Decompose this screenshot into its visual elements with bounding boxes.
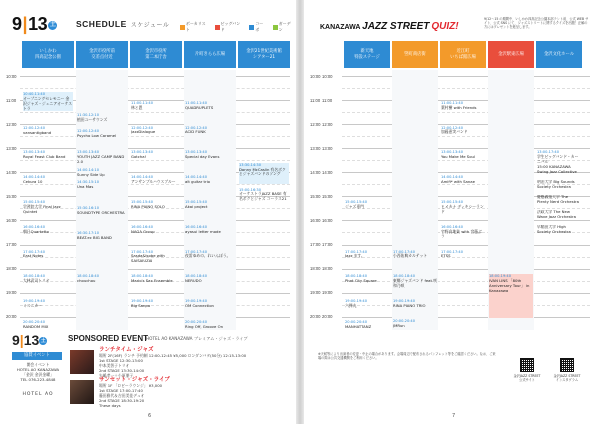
- legend-swatch: [215, 25, 220, 30]
- entry-artist: JazzDialogue: [131, 129, 156, 135]
- entry-time: 15:00-15:40: [345, 200, 368, 204]
- schedule-entry[interactable]: [185, 299, 235, 313]
- sponsored-section: [4, 332, 294, 412]
- venue-header: 金沢文化ホール: [536, 41, 582, 68]
- schedule-title-jp: スケジュール: [130, 23, 170, 29]
- entry-time: 19:00-19:40: [185, 299, 208, 304]
- schedule-entry[interactable]: [441, 225, 485, 241]
- entry-artist: MANHATTANZ: [345, 324, 372, 330]
- entry-time: 19:00-19:40: [23, 299, 46, 304]
- entry-artist: BEAT.ec BIG BAND: [77, 234, 112, 240]
- schedule-entry[interactable]: [441, 150, 485, 164]
- schedule-entry[interactable]: [77, 231, 127, 247]
- sponsored-event-sunset: [99, 378, 289, 408]
- entry-time: 15:00-15:40: [23, 200, 46, 204]
- sponsored-date: 9|13土: [12, 332, 46, 348]
- schedule-entry[interactable]: [23, 150, 73, 166]
- entry-time: 18:00-18:40: [131, 274, 154, 279]
- page-spine: [296, 0, 304, 424]
- time-label: 10:00: [6, 73, 17, 79]
- schedule-entry[interactable]: [185, 101, 235, 115]
- entry-time: 17:00-17:40: [441, 249, 464, 254]
- left-page: [4, 10, 294, 415]
- legend-item: [180, 21, 209, 33]
- entry-time: 14:00-14:40: [441, 175, 464, 180]
- schedule-entry[interactable]: [23, 225, 73, 239]
- sponsored-event-line: 2nd STAGE 18:30-19:20: [99, 398, 145, 403]
- entry-time: 12:00-12:40: [441, 125, 464, 130]
- time-label: 17:00: [322, 242, 333, 248]
- schedule-entry[interactable]: [131, 250, 181, 266]
- sunset-photo: [70, 380, 94, 404]
- entry-artist: SOUNDTYPE ORCHESTRA: [77, 209, 125, 215]
- time-label: 15:00: [322, 193, 333, 199]
- schedule-entry[interactable]: [441, 175, 485, 189]
- time-label: 10:00: [322, 73, 333, 79]
- legend-item: [273, 21, 294, 33]
- lunch-photo: [70, 350, 94, 374]
- schedule-entry[interactable]: [23, 92, 73, 110]
- entry-time: 17:00-17:40: [393, 249, 416, 254]
- entry-artist: 早稲田大学 High Society Orchestra: [537, 224, 571, 234]
- legend-swatch: [273, 25, 278, 30]
- time-label: 12:00: [310, 121, 321, 127]
- schedule-entry[interactable]: [131, 175, 181, 189]
- entry-artist: Amifi* with Sanae: [441, 178, 475, 184]
- time-label: 11:00: [6, 97, 17, 103]
- schedule-entry[interactable]: [393, 319, 437, 330]
- schedule-entry[interactable]: [23, 274, 73, 288]
- schedule-entry[interactable]: [441, 126, 485, 140]
- entry-artist: alt guitar trio: [185, 178, 210, 184]
- entry-artist: 葉村樹 with Friends: [441, 104, 477, 110]
- entry-artist: 学習院大学 Final Jazz Quintet: [23, 203, 61, 214]
- entry-time: 15:00-15:40: [441, 200, 464, 204]
- time-label: 20:00: [322, 314, 333, 320]
- time-label: 17:00: [6, 242, 17, 248]
- time-label: 19:00: [6, 290, 17, 296]
- entry-time: 13:00-13:40: [441, 150, 464, 155]
- sp-date-dow: 土: [40, 338, 46, 345]
- left-timetable: [4, 70, 294, 330]
- venue-column: [238, 70, 290, 330]
- entry-time: 15:00-15:40: [185, 200, 208, 204]
- logo-jazz-street: JAZZ STREET: [362, 21, 430, 32]
- sponsored-event-line: 1st STAGE 12:30-13:00: [99, 358, 143, 363]
- venue-column: [488, 70, 534, 330]
- entry-artist: You Make Me Soul: [441, 154, 475, 160]
- time-label: 20:00: [6, 314, 17, 320]
- entry-artist: Special day Evans: [185, 154, 220, 160]
- entry-time: 14:00-14:10: [77, 167, 100, 172]
- time-label: 17:00: [310, 242, 321, 248]
- schedule-entry[interactable]: [239, 163, 289, 184]
- time-label: 14:00: [6, 169, 17, 175]
- entry-time: 18:00-18:40: [23, 274, 46, 279]
- entry-artist: Cekura 10: [23, 178, 43, 184]
- schedule-entry[interactable]: [393, 299, 437, 313]
- time-label: 14:00: [310, 169, 321, 175]
- entry-time: 14:30-15:10: [77, 180, 100, 185]
- sponsored-event-line: 場所 1F 「ロビーラウンジ」 ¥3,000: [99, 383, 163, 388]
- entry-artist: 宇野高地巣 with 宮藤ぶう: [441, 228, 482, 239]
- schedule-entry[interactable]: [185, 150, 235, 164]
- entry-artist: JMRun: [393, 322, 405, 328]
- time-label: 18:00: [322, 266, 333, 272]
- entry-time: 13:30-14:30: [239, 162, 262, 167]
- entry-time: 18:00-18:40: [393, 274, 416, 279]
- entry-artist: 東郷ジャズバンド feat.咲和乃唄: [393, 278, 437, 288]
- entry-artist: Big Sanpo: [131, 302, 151, 308]
- entry-artist: 法政大学 The New Wave Jazz Orchestra: [537, 209, 576, 219]
- entry-artist: Akai project: [185, 203, 208, 209]
- entry-time: 11:30-12:10: [77, 113, 100, 118]
- right-page: [304, 10, 594, 415]
- schedule-entry[interactable]: [77, 129, 127, 144]
- entry-artist: 学生ビッグバンド・カーニバル: [537, 154, 579, 164]
- entry-time: 16:00-16:40: [131, 224, 154, 229]
- entry-time: 11:00-11:40: [441, 100, 464, 105]
- entry-artist: Sunny Side Up: [77, 171, 105, 177]
- logo-quiz: QUIZ!: [431, 21, 459, 32]
- sponsored-event-line: 1st STAGE 17:00-17:40: [99, 388, 143, 393]
- entry-artist: RINA PIANO TRIO: [393, 302, 426, 308]
- venue-header: 金沢市役所 第二本庁舎: [130, 41, 182, 68]
- sponsored-event-line: 2nd STAGE 13:30-14:00: [99, 368, 145, 373]
- entry-time: 20:00-20:40: [345, 320, 368, 325]
- schedule-entry[interactable]: [185, 320, 235, 330]
- qr-label-instagram: 金沢JAZZ STREET インスタグラム: [553, 374, 581, 382]
- legend-swatch: [249, 25, 254, 30]
- legend-item: [249, 21, 266, 33]
- entry-time: 20:00-20:40: [393, 319, 416, 324]
- entry-time: 18:00-18:40: [185, 274, 208, 279]
- venue-column: [536, 70, 582, 330]
- legend-label: コーボ: [255, 21, 264, 32]
- time-label: 19:00: [322, 290, 333, 296]
- schedule-title-en: SCHEDULE: [76, 19, 127, 29]
- entry-artist: 六弾丸: [345, 302, 357, 308]
- venue-header: 竪町商店街: [392, 41, 438, 68]
- schedule-entry[interactable]: [23, 299, 73, 313]
- venue-header: 金沢市役所前 交差点付近: [76, 41, 128, 68]
- entry-time: 13:00-13:40: [131, 150, 154, 155]
- entry-artist: Mario's Sax Ensemble: [131, 278, 173, 284]
- schedule-entry[interactable]: [77, 206, 127, 222]
- entry-artist: 林と愚: [131, 104, 143, 110]
- sponsored-event-line: These days: [99, 403, 121, 408]
- time-label: 20:00: [310, 314, 321, 320]
- time-label: 14:00: [322, 169, 333, 175]
- schedule-entry[interactable]: [185, 250, 235, 266]
- schedule-entry[interactable]: [131, 126, 181, 140]
- schedule-entry[interactable]: [23, 126, 73, 140]
- entry-time: 16:00-16:40: [185, 224, 208, 229]
- entry-artist: 植田ユーサウンズ: [77, 116, 108, 122]
- entry-time: 11:00-11:40: [131, 100, 154, 105]
- entry-time: 14:00-14:40: [23, 175, 46, 180]
- time-label: 16:00: [310, 217, 321, 223]
- sponsored-event-name: ランチタイム・ジャズ: [99, 347, 154, 353]
- entry-time: 11:00-11:40: [185, 100, 208, 105]
- entry-artist: Donny McCaslin 有名ボクとジャズバンドのソング: [239, 166, 286, 177]
- entry-artist: ETSS: [441, 253, 451, 259]
- sponsored-event-line: 藤田雅代＆吉田美佳デュオ: [99, 393, 145, 398]
- schedule-entry[interactable]: [345, 250, 389, 264]
- entry-artist: ayasui letter mode: [185, 228, 221, 234]
- schedule-entry[interactable]: [185, 126, 235, 140]
- entry-time: 13:00-17:40: [537, 150, 560, 155]
- schedule-entry[interactable]: [489, 274, 533, 318]
- entry-artist: 加藤恵実バンド: [441, 129, 468, 135]
- schedule-entry[interactable]: [23, 200, 73, 216]
- entry-time: 19:00-19:40: [131, 299, 154, 304]
- time-label: 11:00: [322, 97, 333, 103]
- time-label: 16:00: [6, 217, 17, 223]
- entry-artist: Gotcha!: [131, 154, 147, 160]
- entry-time: 15:00-16:30: [239, 187, 262, 192]
- time-label: 12:00: [322, 121, 333, 127]
- entry-artist: 小西佑典カルテット: [393, 253, 428, 259]
- venue-header: 金沢駅東広場: [488, 41, 534, 68]
- schedule-entry[interactable]: [185, 200, 235, 214]
- entry-time: 19:00-19:40: [345, 299, 368, 304]
- date-heading: 9|13 土: [12, 14, 56, 34]
- schedule-entry[interactable]: [441, 200, 485, 216]
- entry-artist: 夜雷ゆめの、れいんぼう。: [185, 253, 231, 259]
- schedule-entry[interactable]: [23, 175, 73, 189]
- entry-artist: ジャズ専門: [345, 203, 364, 209]
- time-label: 16:00: [322, 217, 333, 223]
- entry-artist: chouchou: [77, 278, 96, 284]
- logo-kanazawa: KANAZAWA: [320, 24, 361, 31]
- sponsored-title: SPONSORED EVENT: [68, 334, 149, 343]
- time-label: 15:00: [310, 193, 321, 199]
- entry-time: 16:30-17:10: [77, 231, 100, 235]
- venue-header: 近江町 いちば館広場: [440, 41, 486, 68]
- left-header: [4, 10, 294, 40]
- date-month: 9: [12, 14, 22, 34]
- schedule-entry[interactable]: [441, 101, 485, 115]
- legend-item: [215, 21, 244, 33]
- entry-artist: YOUTH JAZZ CAMP BAND 2.0: [77, 154, 125, 164]
- time-label: 10:00: [310, 73, 321, 79]
- entry-artist: Psycho Low Caramel: [77, 133, 117, 139]
- page-number-right: 7: [452, 413, 456, 419]
- venue-header: 新天地 特設ステージ: [344, 41, 390, 68]
- entry-artist: Phat City Square: [345, 278, 377, 284]
- schedule-entry[interactable]: [77, 274, 127, 288]
- quiz-logo: [320, 21, 459, 32]
- time-label: 18:00: [6, 266, 17, 272]
- entry-time: 12:00-12:40: [131, 125, 154, 130]
- schedule-entry[interactable]: [345, 299, 389, 313]
- entry-artist: ACID FUNK: [185, 129, 206, 135]
- time-label: 19:00: [310, 290, 321, 296]
- entry-artist: Sasda&Isobe with SAISAIUZAI: [131, 253, 165, 264]
- schedule-entry[interactable]: [131, 225, 181, 239]
- right-header: [304, 10, 594, 40]
- entry-artist: 大林武司トリオ: [23, 278, 50, 284]
- entry-time: 17:00-17:40: [131, 249, 154, 254]
- right-timetable: [304, 70, 594, 330]
- entry-time: 10:40-11:40: [23, 92, 46, 97]
- schedule-entry[interactable]: [77, 180, 127, 194]
- venue-column: [344, 70, 390, 330]
- entry-time: 13:00-13:40: [185, 150, 208, 155]
- entry-artist: ミスニカー: [23, 302, 42, 308]
- sponsored-event-line: 場所 2F(16F) ランチ 予約制 12:00-12:45 ¥5,000 ロンダンバタ(50分) 12:15-13:00: [99, 353, 247, 358]
- venue-column: [392, 70, 438, 330]
- entry-artist: NAGA Group: [131, 228, 155, 234]
- entry-time: 12:00-12:40: [23, 126, 46, 131]
- time-label: 15:00: [6, 193, 17, 199]
- entry-time: 17:00-17:40: [23, 249, 46, 254]
- entry-time: 14:00-14:40: [131, 175, 154, 180]
- schedule-entry[interactable]: [393, 274, 437, 290]
- entry-time: 18:00-19:40: [489, 274, 512, 279]
- time-label: 13:00: [322, 145, 333, 151]
- schedule-entry[interactable]: [131, 200, 181, 214]
- entry-artist: IVAN LINS 「80th Anniversary Tour」 in Kanazawa: [489, 278, 530, 293]
- qr-code-instagram[interactable]: [560, 358, 574, 372]
- venue-column: [184, 70, 236, 330]
- entry-artist: オープニングセレモニー 金沢ジャズ・ジュニアオーケストラ: [23, 96, 73, 111]
- venue-header: 片町きらら広場: [184, 41, 236, 68]
- left-venue-headers: [22, 41, 290, 68]
- qr-label-website: 金沢JAZZ STREET 公式サイト: [513, 374, 541, 382]
- schedule-entry[interactable]: [185, 274, 235, 288]
- entry-time: 12:00-12:40: [77, 129, 100, 134]
- time-label: 12:00: [6, 121, 17, 127]
- entry-artist: Jazz ます。: [345, 253, 365, 259]
- schedule-entry[interactable]: [131, 101, 181, 115]
- entry-time: 12:00-12:40: [185, 125, 208, 130]
- entry-artist: OM Connection: [185, 302, 214, 308]
- sponsored-event-lunch: [99, 348, 289, 378]
- entry-artist: 15:00 KANAZAWA Swing Jazz Collective: [537, 165, 577, 175]
- entry-artist: Una Mas: [77, 183, 94, 189]
- venue-header: いしかわ 四高記念公園: [22, 41, 74, 68]
- schedule-entry[interactable]: [441, 250, 485, 264]
- entry-artist: 慶應義塾大学 The Plenty Nerd Orchestra: [537, 195, 579, 204]
- venue-header: 金沢21世紀美術館 シアター21: [238, 41, 290, 68]
- right-footer: [304, 352, 594, 392]
- schedule-entry[interactable]: [131, 299, 181, 313]
- right-venue-headers: [344, 41, 582, 68]
- schedule-entry[interactable]: [345, 200, 389, 214]
- schedule-entry[interactable]: [239, 188, 289, 212]
- page-number-left: 6: [148, 413, 152, 419]
- schedule-entry[interactable]: [185, 175, 235, 189]
- entry-time: 13:00-13:40: [77, 150, 100, 155]
- entry-time: 20:00-20:40: [185, 320, 208, 325]
- sponsored-event-line: 中本美智子トリオ: [99, 363, 130, 368]
- time-label: 13:00: [6, 145, 17, 151]
- entry-artist: QUADRUPLETS: [185, 104, 214, 110]
- entry-time: 19:00-19:40: [393, 299, 416, 304]
- legend-label: ガーデン: [278, 21, 291, 32]
- sponsored-event-line: 矢嶋孝一＋小原朋子: [99, 373, 134, 378]
- sp-date-month: 9: [12, 332, 20, 348]
- entry-time: 15:30-16:10: [77, 206, 100, 211]
- time-label: 18:00: [310, 266, 321, 272]
- legend: [180, 21, 294, 33]
- schedule-entry[interactable]: [23, 320, 73, 330]
- entry-artist: 明治大学 Big Sounds Society Orchestra: [537, 180, 575, 189]
- schedule-entry[interactable]: [131, 150, 181, 164]
- entry-time: 17:00-17:40: [345, 249, 368, 254]
- entry-time: 18:00-18:40: [345, 274, 368, 279]
- entry-artist: Ring Off, Groove On: [185, 324, 223, 330]
- schedule-entry[interactable]: [131, 274, 181, 290]
- sponsored-venue-info: 開会イベント HOTEL AO KANAZAWA 「金沢 金沢金曜」 TEL 076-223-4848: [16, 362, 60, 382]
- sponsored-event-name: サンセット・ジャズ・ライブ: [99, 377, 170, 383]
- venue-column: [130, 70, 182, 330]
- legend-swatch: [180, 25, 185, 30]
- entry-time: 17:00-17:40: [185, 249, 208, 254]
- entry-time: 13:00-13:40: [23, 150, 46, 155]
- sponsored-subtitle: HOTEL AO KANAZAWA プレミアム・ジャズ・ライブ: [146, 336, 248, 341]
- legend-label: ビッグバンド: [220, 21, 241, 32]
- entry-artist: オーケストラJAZZ BASE 有名ボクとジャズ コーラス21: [239, 191, 287, 202]
- schedule-entry[interactable]: [77, 113, 127, 128]
- date-day: 13: [28, 14, 48, 34]
- venue-column: [76, 70, 128, 330]
- quiz-description: 9/12〜15 の期間中、いしかわ四高記念公園本部テント前、公式 WEB サイト、公式 SNS にて、ジャズストリートに関するクイズを出題！正解の方にはプレゼントを進呈します。: [484, 17, 589, 30]
- entry-artist: NERUDO: [185, 278, 202, 284]
- schedule-entry[interactable]: [77, 150, 127, 166]
- entry-artist: RANDOM MIX: [23, 324, 49, 330]
- venue-column: [440, 70, 486, 330]
- legend-label: ボーカリスト: [185, 21, 206, 32]
- schedule-entry[interactable]: [345, 274, 389, 288]
- entry-time: 16:00-16:40: [23, 224, 46, 229]
- entry-artist: East Notes: [23, 253, 44, 259]
- entry-time: 14:00-14:40: [185, 175, 208, 180]
- qr-code-website[interactable]: [520, 358, 534, 372]
- time-label: 11:00: [310, 97, 321, 103]
- sponsored-pill: 協賛イベント: [12, 352, 62, 360]
- sp-date-day: 13: [23, 332, 40, 348]
- date-dow: 土: [49, 21, 56, 28]
- schedule-title: [76, 19, 169, 29]
- schedule-entry[interactable]: [345, 320, 389, 330]
- entry-time: 16:00-16:40: [441, 224, 464, 229]
- entry-artist: Royal Feast Club Band: [23, 154, 66, 160]
- entry-artist: RINA PIANO SOLO: [131, 203, 165, 209]
- schedule-entry[interactable]: [537, 225, 581, 241]
- hotel-logo: HOTEL AO: [22, 392, 54, 397]
- entry-time: 18:00-18:40: [77, 274, 100, 279]
- entry-time: 20:00-20:40: [23, 320, 46, 325]
- footer-notes: ※天候等により出演者の変更・中止の場合があります。会場周辺で配布されるパンフレット等をご確認ください。なお、ご来場の際は公共交通機関をご利用ください。: [318, 352, 496, 361]
- entry-artist: アンサンブルハウスブルー: [131, 178, 176, 184]
- entry-time: 15:00-15:40: [131, 200, 154, 204]
- venue-column: [22, 70, 74, 330]
- schedule-entry[interactable]: [23, 250, 73, 264]
- entry-artist: 朝日Quartetto: [23, 228, 50, 234]
- entry-artist: ヒメカナ ディキシーランド: [441, 203, 484, 214]
- schedule-entry[interactable]: [393, 250, 437, 264]
- time-label: 13:00: [310, 145, 321, 151]
- schedule-entry[interactable]: [185, 225, 235, 239]
- entry-artist: vansantigband: [23, 130, 52, 136]
